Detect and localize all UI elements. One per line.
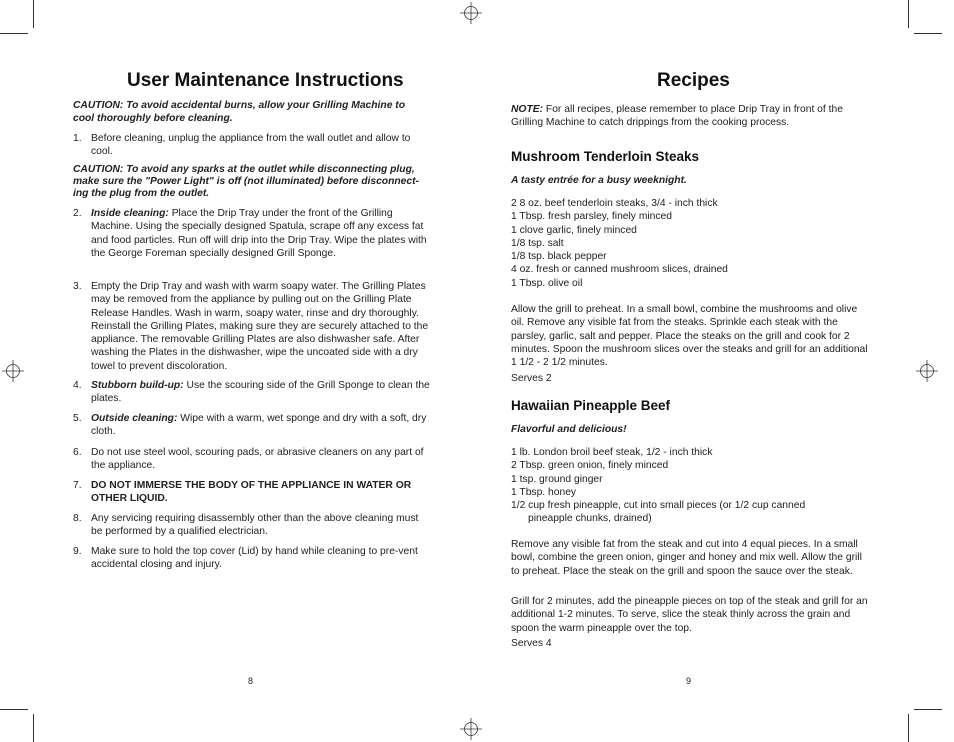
ingredient: 1/8 tsp. black pepper [511,251,607,263]
registration-mark-icon [916,360,938,382]
item-text: Any servicing requiring disassembly other than the above cleaning must be performed by a qualified electrician. [91,513,419,538]
item-text: Do not use steel wool, scouring pads, or abrasive cleaners on any part of the appliance. [91,447,424,472]
list-item [91,379,431,406]
page-number: 8 [248,676,254,686]
ingredient: 2 Tbsp. green onion, finely minced [511,460,669,472]
item-number: 5. [73,413,82,424]
page-title: Recipes [657,70,730,91]
item-lead: Inside cleaning: [91,208,169,219]
item-text: Wipe with a warm, wet sponge and dry with a soft, dry cloth. [91,413,427,438]
recipe-serves: Serves 4 [511,638,552,649]
item-number: 9. [73,546,82,557]
item-lead: Stubborn build-up: [91,380,184,391]
list-item [91,446,431,473]
recipe-directions: Allow the grill to preheat. In a small bowl, combine the mushrooms and olive oil. Remove any visible fat from the steaks. Sprinkle each steak with the parsley, garlic, salt and pepper. Place the steaks on the grill and cook for 2 minutes. Spoon the mushroom slices over the steaks and grill for an additional 1 1/2 - 2 1/2 minutes. [511,304,868,369]
registration-mark-icon [2,360,24,382]
ingredient: 1/2 cup fresh pineapple, cut into small pieces (or 1/2 cup canned [511,500,806,512]
list-item [91,479,421,506]
list-item [91,545,431,572]
page-title: User Maintenance Instructions [127,70,404,91]
recipe-title: Hawaiian Pineapple Beef [511,398,671,413]
ingredient: 1 lb. London broil beef steak, 1/2 - inch thick [511,447,713,458]
ingredient: 1/8 tsp. salt [511,237,564,249]
ingredient: pineapple chunks, drained) [528,513,652,525]
item-text: Empty the Drip Tray and wash with warm soapy water. The Grilling Plates may be removed from the appliance by pulling out on the Grilling Plate Release Handles. Wash in warm, soapy water, rinse and dry thoroughly. Reinstall the Grilling Plates, making sure they are securely attached to the appliance. The removable Grilling Plates are also dishwasher safe. After washing the Plates in the dishwasher, wipe the uncoated side with a dry towel to prevent discoloration. [91,281,429,372]
ingredient: 1 tsp. ground ginger [511,473,603,485]
item-text: Make sure to hold the top cover (Lid) by hand while cleaning to pre-vent accidental closing and injury. [91,546,418,571]
list-item [91,412,431,439]
item-number: 4. [73,380,82,391]
item-number: 1. [73,133,82,144]
crop-mark [914,709,942,710]
item-number: 6. [73,447,82,458]
item-text: Before cleaning, unplug the appliance from the wall outlet and allow to cool. [91,133,411,158]
list-item [91,207,431,260]
crop-mark [33,714,34,742]
ingredient: 2 8 oz. beef tenderloin steaks, 3/4 - inch thick [511,198,718,209]
item-text: Use the scouring side of the Grill Sponge to clean the plates. [91,380,430,405]
recipe-serves: Serves 2 [511,373,552,384]
registration-mark-icon [460,2,482,24]
registration-mark-icon [460,718,482,740]
ingredient: 4 oz. fresh or canned mushroom slices, drained [511,264,728,276]
list-item [91,132,431,159]
item-number: 3. [73,281,82,292]
item-number: 7. [73,480,82,491]
item-text: Place the Drip Tray under the front of the Grilling Machine. Using the specially designed Spatula, scrape off any excess fat and food particles. Run off will drip into the Drip Tray. Wipe the plates with the George Foreman specially designed Grill Sponge. [91,208,427,259]
recipe-tagline: A tasty entrée for a busy weeknight. [511,175,687,186]
crop-mark [908,714,909,742]
page-number: 9 [686,676,692,686]
note-lead: NOTE: [511,104,544,115]
ingredient: 1 clove garlic, finely minced [511,224,637,236]
item-lead: Outside cleaning: [91,413,178,424]
item-text: DO NOT IMMERSE THE BODY OF THE APPLIANCE IN WATER OR OTHER LIQUID. [91,480,412,505]
crop-mark [914,33,942,34]
ingredient: 1 Tbsp. honey [511,486,577,498]
recipe-directions: Grill for 2 minutes, add the pineapple pieces on top of the steak and grill for an additional 1-2 minutes. To serve, slice the steak thinly across the grain and spoon the warm pineapple over the top. [511,596,868,634]
list-item [91,280,431,373]
ingredient-list [511,197,871,290]
item-number: 2. [73,208,82,219]
recipe-tagline: Flavorful and delicious! [511,424,627,435]
crop-mark [908,0,909,28]
crop-mark [0,709,28,710]
crop-mark [0,33,28,34]
note-text [511,103,873,130]
ingredient-list [511,446,873,526]
crop-mark [33,0,34,28]
recipe-directions: Remove any visible fat from the steak and cut into 4 equal pieces. In a small bowl, combine the green onion, ginger and honey and mix well. Allow the grill to preheat. Place the steak on the grill and spoon the sauce over the steak. [511,539,862,577]
ingredient: 1 Tbsp. olive oil [511,277,583,289]
ingredient: 1 Tbsp. fresh parsley, finely minced [511,211,673,223]
item-number: 8. [73,513,82,524]
caution-text: CAUTION: To avoid accidental burns, allow your Grilling Machine to cool thoroughly before cleaning. [73,100,406,124]
recipe-title: Mushroom Tenderloin Steaks [511,149,700,164]
list-item [91,512,431,539]
note-body: For all recipes, please remember to place Drip Tray in front of the Grilling Machine to catch drippings from the cooking process. [511,104,843,129]
caution-text: CAUTION: To avoid any sparks at the outlet while disconnecting plug, make sure the "Power Light" is off (not illuminated) before disconnect-ing the plug from the outlet. [73,164,419,199]
